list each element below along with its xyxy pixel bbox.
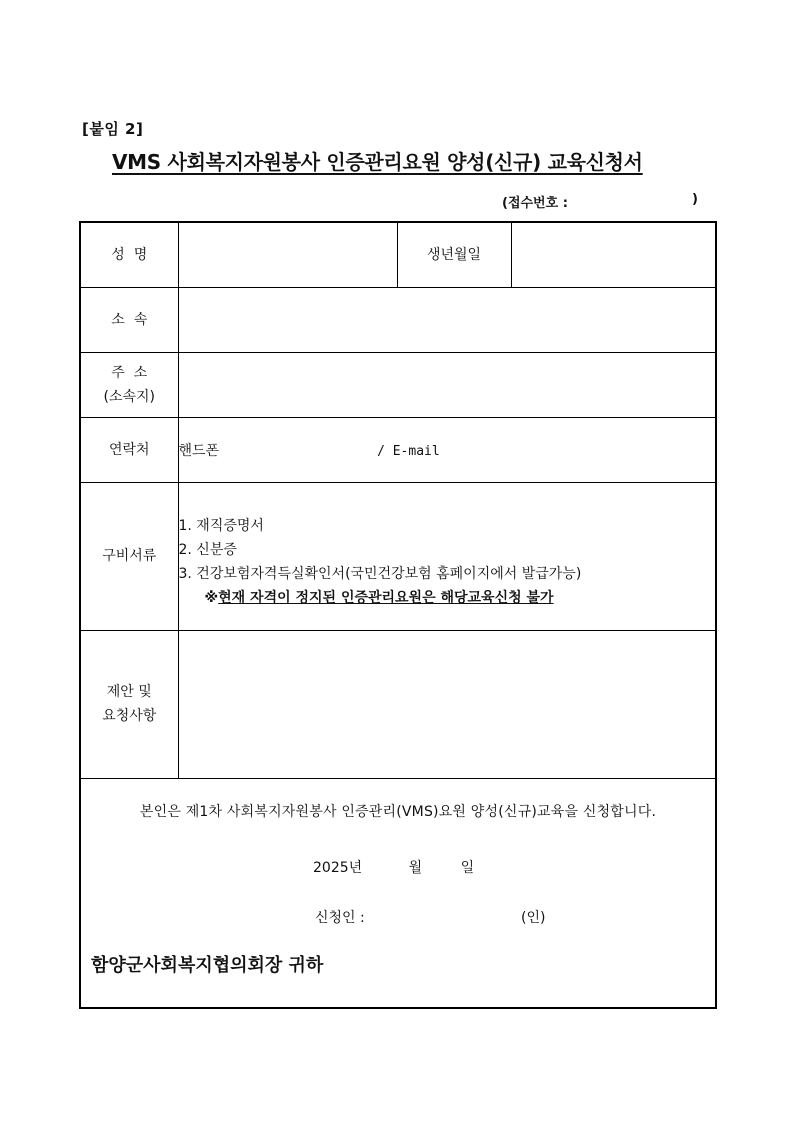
receipt-number <box>502 192 698 211</box>
recipient: 함양군사회복지협의회장 귀하 <box>91 954 324 976</box>
name-label: 성 명 <box>80 222 178 287</box>
birth-date-field[interactable] <box>511 222 716 287</box>
row-address <box>80 352 716 417</box>
document-item-1: 1. 재직증명서 <box>178 518 264 534</box>
attachment-label: [붙임 2] <box>82 120 144 138</box>
row-documents <box>80 482 716 630</box>
date-day: 일 <box>460 859 475 876</box>
phone-label: 핸드폰 <box>178 442 220 459</box>
address-label-line2: (소속지) <box>103 388 155 405</box>
affiliation-label: 소 속 <box>80 287 178 352</box>
name-field[interactable] <box>178 222 397 287</box>
suggestion-label-line2: 요청사항 <box>102 708 157 724</box>
applicant-label: 신청인 : <box>315 909 365 926</box>
receipt-number-label: (접수번호 : <box>502 196 568 211</box>
document-item-3: 3. 건강보험자격득실확인서(국민건강보험 홈페이지에서 발급가능) <box>178 566 582 582</box>
contact-field[interactable] <box>178 417 716 482</box>
address-label-line1: 주 소 <box>111 364 148 381</box>
row-name <box>80 222 716 287</box>
email-label: / E-mail <box>377 443 440 459</box>
warning-text: 현재 자격이 정지된 인증관리요원은 해당교육신청 불가 <box>218 590 554 606</box>
birth-date-label: 생년월일 <box>397 222 511 287</box>
document-item-2: 2. 신분증 <box>178 542 237 558</box>
receipt-number-close: ) <box>692 192 698 207</box>
declaration-section <box>80 778 716 1008</box>
documents-list <box>178 482 716 630</box>
documents-label: 구비서류 <box>80 482 178 630</box>
row-contact <box>80 417 716 482</box>
row-suggestions <box>80 630 716 778</box>
warning-mark: ※ <box>204 590 219 606</box>
suggestion-label <box>80 630 178 778</box>
application-form <box>79 221 717 1009</box>
row-affiliation <box>80 287 716 352</box>
affiliation-field[interactable] <box>178 287 716 352</box>
date-month: 월 <box>408 859 423 876</box>
suggestion-field[interactable] <box>178 630 716 778</box>
form-title: VMS 사회복지자원봉사 인증관리요원 양성(신규) 교육신청서 <box>112 150 643 174</box>
declaration-statement: 본인은 제1차 사회복지자원봉사 인증관리(VMS)요원 양성(신규)교육을 신청합니다. <box>139 803 657 820</box>
address-label <box>80 352 178 417</box>
date-year: 2025년 <box>313 859 363 876</box>
application-date <box>313 857 474 877</box>
row-declaration <box>80 778 716 1008</box>
eligibility-warning <box>179 586 716 610</box>
contact-label: 연락처 <box>80 417 178 482</box>
address-field[interactable] <box>178 352 716 417</box>
seal-mark: (인) <box>521 909 546 926</box>
suggestion-label-line1: 제안 및 <box>106 684 152 700</box>
